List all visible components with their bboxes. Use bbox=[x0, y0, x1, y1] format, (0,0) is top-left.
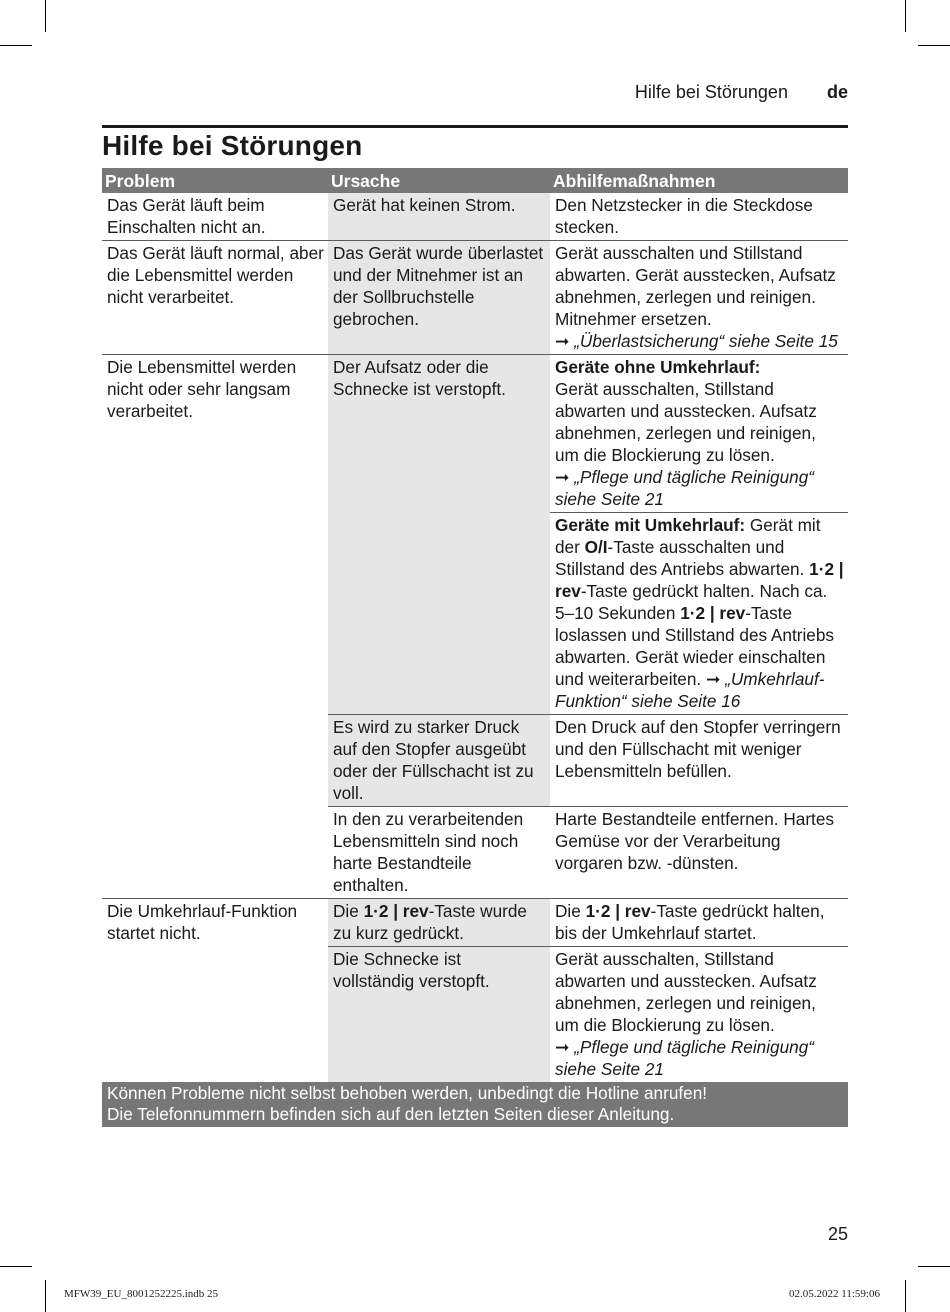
remedy-text: Die bbox=[555, 901, 581, 921]
page-number: 25 bbox=[827, 1224, 848, 1244]
remedy-cell bbox=[550, 947, 848, 1083]
remedy-cell: Harte Bestandteile entfernen. Hartes Gemüse vor der Verarbeitung vorgaren bzw. -dünsten. bbox=[550, 807, 848, 899]
remedy-cell: Den Netzstecker in die Steckdose stecken. bbox=[555, 195, 813, 237]
problem-cell: Das Gerät läuft normal, aber die Lebensmittel werden nicht verarbeitet. bbox=[102, 241, 328, 355]
remedy-text: Gerät mit der bbox=[555, 515, 821, 557]
page-reference: „Pflege und tägliche Reinigung“ siehe Seite 21 bbox=[555, 1037, 815, 1079]
on-off-key-label: O/I bbox=[584, 537, 608, 557]
page-title: Hilfe bei Störungen bbox=[102, 130, 363, 161]
remedy-text: Gerät ausschalten, Stillstand abwarten und ausstecken. Aufsatz abnehmen, zerlegen und reinigen, um die Blockierung zu lösen. bbox=[555, 949, 817, 1035]
arrow-right-icon: ➞ bbox=[555, 331, 570, 351]
header-language: de bbox=[826, 82, 848, 102]
remedy-text: Gerät ausschalten, Stillstand abwarten und ausstecken. Aufsatz abnehmen, zerlegen und reinigen, um die Blockierung zu lösen. bbox=[555, 379, 817, 465]
column-header-cause: Ursache bbox=[328, 168, 550, 193]
cause-cell: Das Gerät wurde überlastet und der Mitnehmer ist an der Sollbruchstelle gebrochen. bbox=[328, 241, 550, 355]
remedy-text: -Taste ausschalten und Stillstand des Antriebs abwarten. bbox=[555, 537, 805, 579]
remedy-heading: Geräte mit Umkehrlauf: bbox=[555, 515, 746, 535]
cause-cell: In den zu verarbeitenden Lebensmitteln sind noch harte Bestandteile enthalten. bbox=[328, 807, 550, 899]
table-row bbox=[102, 241, 848, 355]
remedy-heading: Geräte ohne Umkehrlauf: bbox=[555, 357, 761, 377]
arrow-right-icon: ➞ bbox=[555, 467, 570, 487]
remedy-text: Gerät ausschalten und Stillstand abwarten. Gerät ausstecken, Aufsatz abnehmen, zerlegen und reinigen. Mitnehmer ersetzen. bbox=[555, 243, 836, 329]
remedy-cell bbox=[550, 513, 848, 715]
print-slug-file: MFW39_EU_8001252225.indb 25 bbox=[64, 1288, 218, 1300]
crop-mark bbox=[918, 45, 950, 46]
cause-cell: Der Aufsatz oder die Schnecke ist verstopft. bbox=[328, 355, 550, 715]
print-slug-date: 02.05.2022 11:59:06 bbox=[789, 1288, 880, 1300]
column-header-problem: Problem bbox=[102, 168, 328, 193]
troubleshooting-table bbox=[102, 168, 848, 1127]
notice-line: Die Telefonnummern befinden sich auf den letzten Seiten dieser Anleitung. bbox=[107, 1104, 675, 1124]
remedy-cell bbox=[550, 241, 848, 355]
crop-mark bbox=[0, 1266, 32, 1267]
problem-cell-empty bbox=[102, 807, 328, 899]
title-rule bbox=[102, 125, 848, 128]
table-row bbox=[102, 193, 848, 241]
remedy-cell: Den Druck auf den Stopfer verringern und den Füllschacht mit weniger Lebensmitteln befüllen. bbox=[550, 715, 848, 807]
cause-cell: Die Schnecke ist vollständig verstopft. bbox=[328, 947, 550, 1083]
problem-cell: Das Gerät läuft beim Einschalten nicht an. bbox=[107, 195, 266, 237]
crop-mark bbox=[918, 1266, 950, 1267]
remedy-cell bbox=[550, 899, 848, 947]
remedy-text: -Taste gedrückt halten. Nach ca. 5–10 Sekunden bbox=[555, 581, 828, 623]
problem-cell: Die Lebensmittel werden nicht oder sehr langsam verarbeitet. bbox=[102, 355, 328, 807]
table-row bbox=[102, 807, 848, 899]
remedy-text: -Taste loslassen und Stillstand des Antriebs abwarten. Gerät wieder einschalten und weiterarbeiten. bbox=[555, 603, 834, 689]
cause-text: Die bbox=[333, 901, 359, 921]
column-header-remedy: Abhilfemaßnahmen bbox=[550, 168, 848, 193]
hotline-notice bbox=[102, 1082, 848, 1127]
crop-mark bbox=[45, 0, 46, 32]
arrow-right-icon: ➞ bbox=[555, 1037, 570, 1057]
remedy-cell bbox=[550, 355, 848, 513]
rev-key-label: 1·2 | rev bbox=[363, 901, 429, 921]
page-reference: „Pflege und tägliche Reinigung“ siehe Seite 21 bbox=[555, 467, 815, 509]
cause-cell bbox=[328, 899, 550, 947]
crop-mark bbox=[905, 0, 906, 32]
rev-key-label: 1·2 | rev bbox=[555, 559, 844, 601]
cause-cell: Es wird zu starker Druck auf den Stopfer ausgeübt oder der Füllschacht ist zu voll. bbox=[328, 715, 550, 807]
page-reference: „Überlastsicherung“ siehe Seite 15 bbox=[574, 331, 838, 351]
crop-mark bbox=[45, 1280, 46, 1312]
cause-text: -Taste wurde zu kurz gedrückt. bbox=[333, 901, 527, 943]
rev-key-label: 1·2 | rev bbox=[585, 901, 651, 921]
table-row bbox=[102, 899, 848, 947]
crop-mark bbox=[905, 1280, 906, 1312]
rev-key-label: 1·2 | rev bbox=[680, 603, 746, 623]
problem-cell: Die Umkehrlauf-Funktion startet nicht. bbox=[102, 899, 328, 1083]
running-header bbox=[635, 82, 848, 103]
notice-line: Können Probleme nicht selbst behoben werden, unbedingt die Hotline anrufen! bbox=[107, 1083, 708, 1103]
page-reference: „Umkehrlauf-Funktion“ siehe Seite 16 bbox=[555, 669, 825, 711]
crop-mark bbox=[0, 45, 32, 46]
header-section: Hilfe bei Störungen bbox=[634, 82, 788, 102]
table-row bbox=[102, 355, 848, 513]
arrow-right-icon: ➞ bbox=[705, 669, 721, 689]
table-footer-row bbox=[102, 1082, 848, 1127]
cause-cell: Gerät hat keinen Strom. bbox=[328, 193, 550, 241]
remedy-text: -Taste gedrückt halten, bis der Umkehrlauf startet. bbox=[555, 901, 825, 943]
table-header-row bbox=[102, 168, 848, 193]
